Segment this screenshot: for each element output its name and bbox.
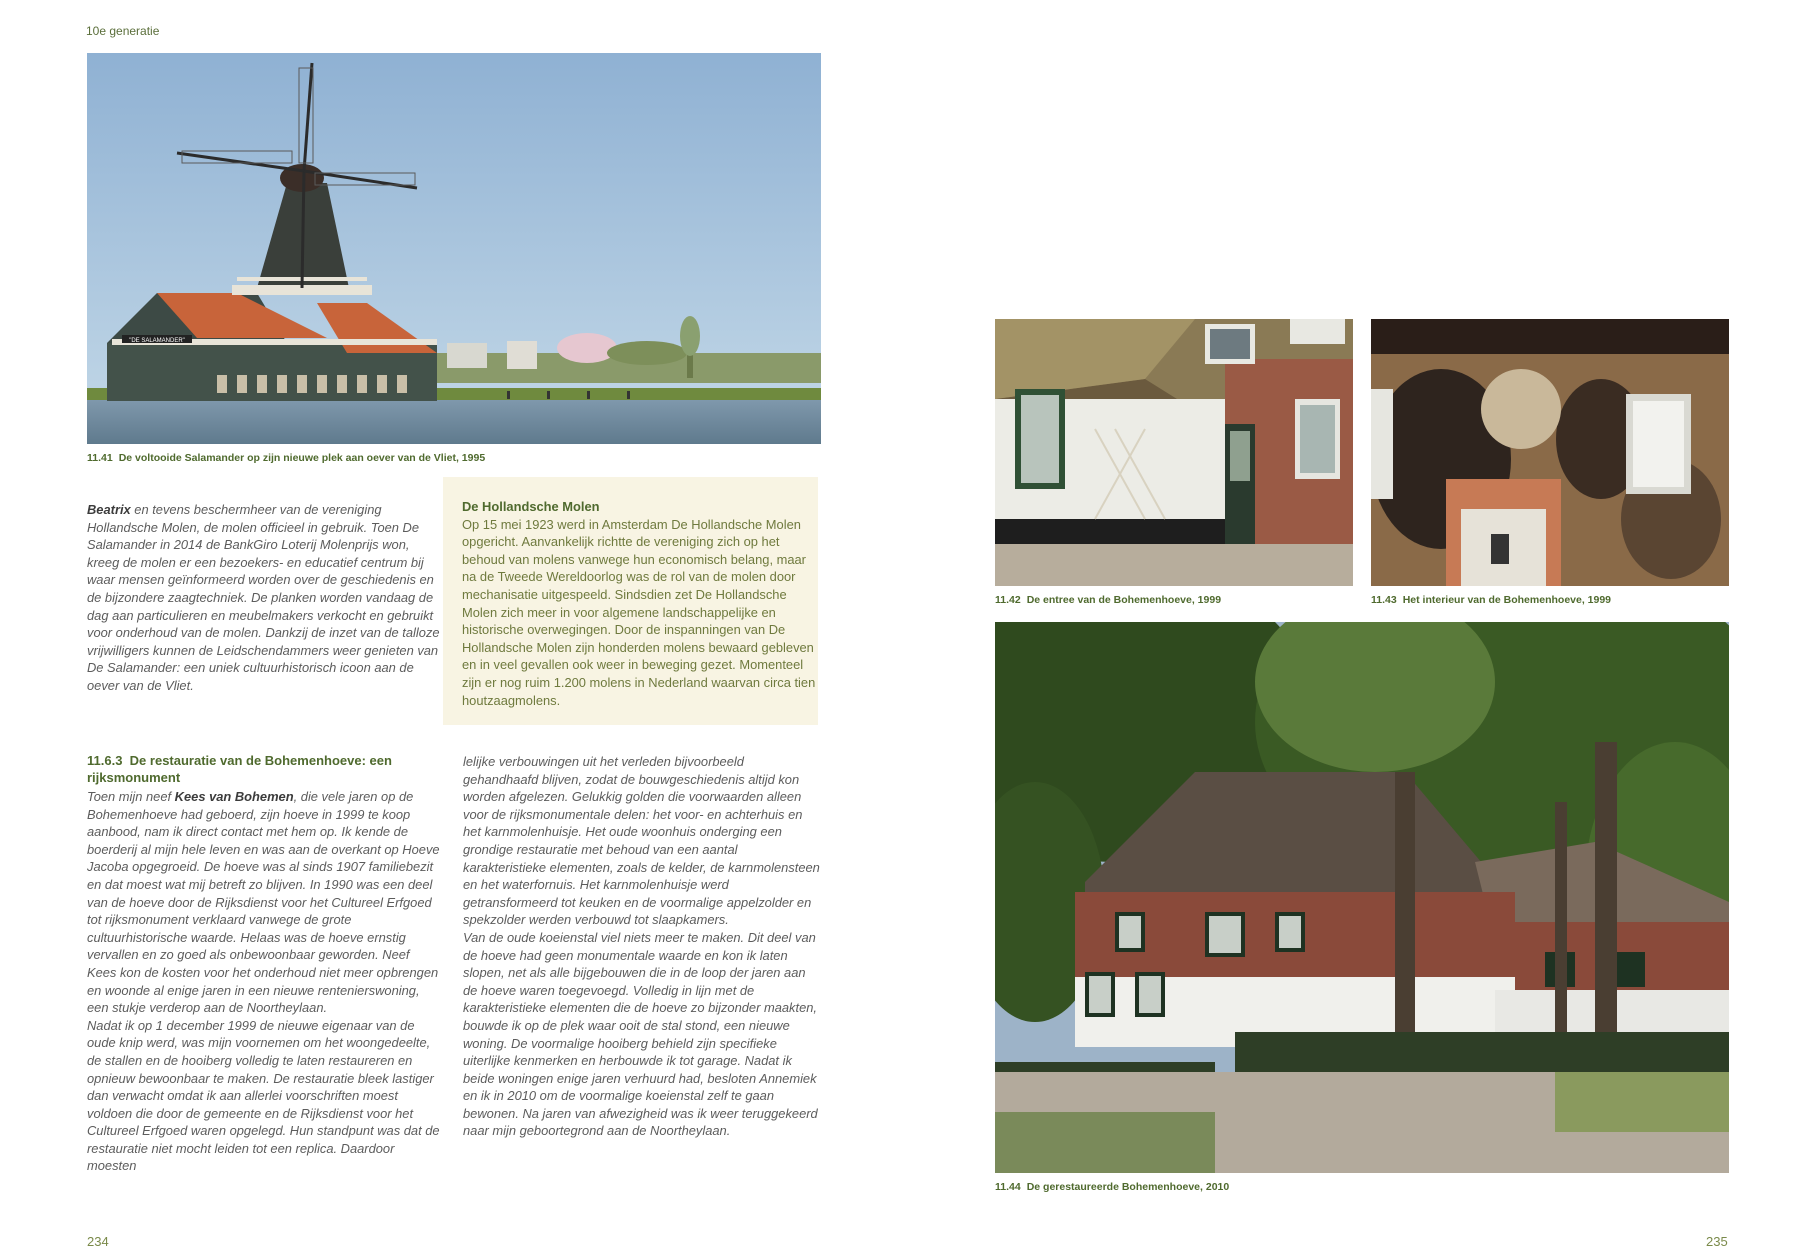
sidebar-box-title: De Hollandsche Molen (462, 499, 600, 514)
caption-text: Het interieur van de Bohemenhoeve, 1999 (1402, 594, 1612, 606)
page-number-left: 234 (87, 1234, 109, 1249)
person-name: Kees van Bohemen (174, 789, 294, 804)
paragraph-text: Van de oude koeienstal viel niets meer te maken. Dit deel van de hoeve had geen monumentale waarde en kon ik laten slopen, net als alle bijgebouwen die in de loop der jaren aan de hoeve waren toegevoegd. Volledig in lijn met de karakteristieke elementen die de hoeve zo bijzonder maakten, bouwde ik op de plek waar ooit de stal stond, een nieuwe woning. De voormalige hooiberg behield zijn specifieke uiterlijke kenmerken en herbouwde ik tot garage. Nadat ik beide woningen enige jaren verhuurd had, besloten Annemiek en ik in 2010 om de voormalige koeienstal zelf te gaan bewonen. Na jaren van afwezigheid was ik weer teruggekeerd naar mijn geboortegrond aan de Noortheylaan. (463, 929, 818, 1139)
section-column-2 (463, 753, 820, 1140)
section-title: De restauratie van de Bohemenhoeve: een rijksmonument (87, 753, 392, 785)
photo-bohemenhoeve-restored (995, 622, 1729, 1173)
photo-bohemenhoeve-entrance (995, 319, 1353, 586)
intro-paragraph (87, 501, 442, 695)
caption-text: De gerestaureerde Bohemenhoeve, 2010 (1026, 1181, 1230, 1193)
paragraph-text: , die vele jaren op de Bohemenhoeve had geboerd, zijn hoeve in 1999 te koop aanbood, nam ik direct contact met hem op. Ik kende de boerderij al mijn hele leven en was aan de overkant op Hoeve Jacoba opgegroeid. De hoeve was al sinds 1907 familiebezit en dat moest wat mij betreft zo blijven. In 1990 was een deel van de hoeve door de Rijksdienst voor het Cultureel Erfgoed tot rijksmonument verklaard vanwege de grote cultuurhistorische waarde. Helaas was de hoeve ernstig vervallen en zo goed als onbewoonbaar geworden. Neef Kees kon de kosten voor het onderhoud niet meer opbrengen en woonde al enige jaren in een nieuwe rentenierswoning, een stukje verderop aan de Noortheylaan. (87, 789, 440, 1016)
sidebar-box-text: Op 15 mei 1923 werd in Amsterdam De Hollandsche Molen opgericht. Aanvankelijk richtte de vereniging zich op het behoud van molens vanwege hun economisch belang, maar na de Tweede Wereldoorlog was de rol van de molen door mechanisatie uitgespeeld. Sindsdien zet De Hollandsche Molen zich meer in voor algemene landschappelijke en historische overwegingen. Door de inspanningen van De Hollandsche Molen zijn honderden molens bewaard gebleven en in veel gevallen ook weer in beweging gezet. Momenteel zijn er nog ruim 1.200 molens in Nederland waarvan circa tien houtzaagmolens. (462, 516, 816, 708)
intro-name: Beatrix (87, 502, 131, 517)
photo-bohemenhoeve-interior (1371, 319, 1729, 586)
section-number: 11.6.3 (87, 753, 123, 768)
caption-11-44 (995, 1181, 1229, 1193)
caption-11-41 (87, 452, 485, 464)
caption-11-43 (1371, 594, 1611, 606)
sidebar-box-hollandsche-molen (443, 477, 818, 725)
page-number-right: 235 (1706, 1234, 1728, 1249)
paragraph-text: lelijke verbouwingen uit het verleden bijvoorbeeld gehandhaafd blijven, zodat de bouwgeschiedenis altijd kon worden afgelezen. Gelukkig golden die voorwaarden alleen voor de rijksmonumentale delen: het voor- en achterhuis en het karnmolenhuisje. Het oude woonhuis onderging een grondige restauratie met behoud van een aantal karakteristieke elementen, zoals de kelder, de karnmolensteen en het waterfornuis. Het karnmolenhuisje werd getransformeerd tot keuken en de voormalige appelzolder en spekzolder werden verbouwd tot slaapkamers. (463, 754, 820, 928)
photo-windmill-salamander (87, 53, 821, 444)
caption-11-42 (995, 594, 1221, 606)
intro-text: en tevens beschermheer van de vereniging Hollandsche Molen, de molen officieel in gebruik. Toen De Salamander in 2014 de BankGiro Loterij Molenprijs won, kreeg de molen er een bezoekers- en educatief centrum bij waar mensen geïnformeerd worden over de geschiedenis en de bijzondere zaagtechniek. De planken worden vandaag de dag aan particulieren en meubelmakers verkocht en gebruikt voor onderhoud van de molen. Dankzij de inzet van de talloze vrijwilligers kunnen de Leidschendammers weer genieten van De Salamander: een uniek cultuurhistorisch icoon aan de oever van de Vliet. (87, 502, 440, 693)
section-column-1 (87, 788, 442, 1175)
caption-text: De entree van de Bohemenhoeve, 1999 (1026, 594, 1222, 606)
caption-number: 11.44 (995, 1181, 1021, 1193)
mill-sign-text: "DE SALAMANDER" (129, 338, 185, 344)
paragraph-text: Nadat ik op 1 december 1999 de nieuwe eigenaar van de oude knip werd, was mijn voornemen om het woongedeelte, de stallen en de hooiberg volledig te laten restaureren en opnieuw bewoonbaar te maken. De restauratie bleek lastiger dan verwacht omdat ik aan allerlei voorschriften moest voldoen die door de gemeente en de Rijksdienst voor het Cultureel Erfgoed waren opgelegd. Hun standpunt was dat de restauratie niet mocht leiden tot een replica. Daardoor moesten (87, 1017, 440, 1174)
section-heading (87, 752, 417, 786)
running-header: 10e generatie (86, 24, 160, 38)
caption-number: 11.42 (995, 594, 1021, 606)
paragraph-text: Toen mijn neef (87, 789, 175, 804)
caption-number: 11.41 (87, 452, 113, 464)
caption-number: 11.43 (1371, 594, 1397, 606)
caption-text: De voltooide Salamander op zijn nieuwe plek aan oever van de Vliet, 1995 (118, 452, 486, 464)
